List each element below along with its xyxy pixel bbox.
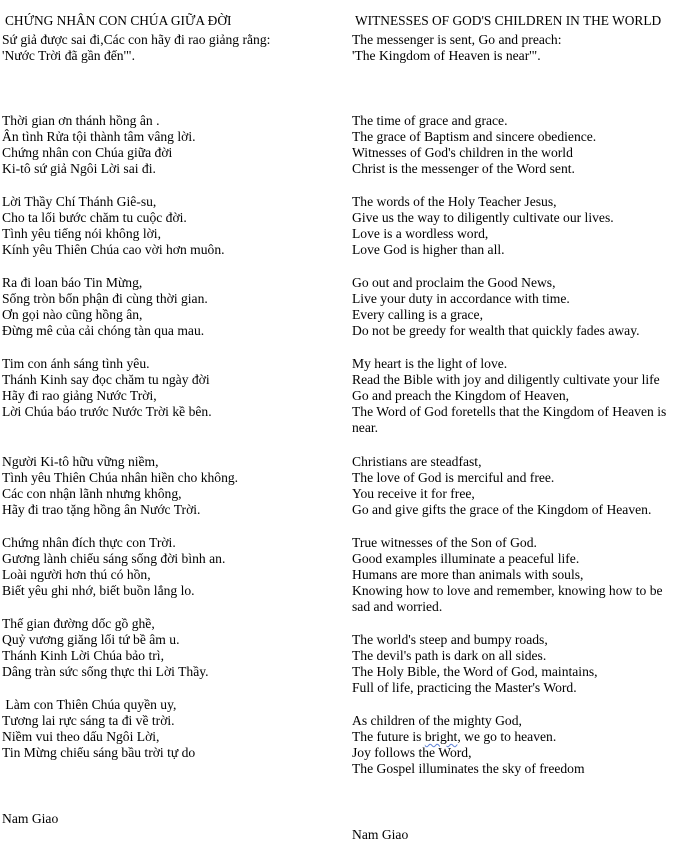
verse-line: Đừng mê của cải chóng tàn qua mau. (2, 323, 205, 338)
verse-line: Tim con ánh sáng tình yêu. (2, 356, 150, 371)
intro-line: Sứ giả được sai đi,Các con hãy đi rao giảng rằng: (2, 32, 271, 47)
verse-line: Every calling is a grace, (352, 307, 483, 322)
verse-line: Thời gian ơn thánh hồng ân . (2, 113, 160, 128)
verse-line: Witnesses of God's children in the world (352, 145, 573, 160)
verse-line: Lời Chúa báo trước Nước Trời kề bên. (2, 404, 212, 419)
verse-line: Love is a wordless word, (352, 226, 489, 241)
verse-line: You receive it for free, (352, 486, 475, 501)
verse-line: Ra đi loan báo Tin Mừng, (2, 275, 143, 290)
verse-line: Hãy đi rao giảng Nước Trời, (2, 388, 157, 403)
verse-line: Go and preach the Kingdom of Heaven, (352, 388, 570, 403)
spellcheck-underline: bright (424, 729, 458, 744)
intro-line: 'Nước Trời đã gần đến'". (2, 48, 136, 63)
verse-line: As children of the mighty God, (352, 713, 522, 728)
verse-line: Live your duty in accordance with time. (352, 291, 570, 306)
verse-line: Quỷ vương giăng lối tứ bề âm u. (2, 632, 180, 647)
verse-line: The Word of God foretells that the Kingdom of Heaven is near. (352, 404, 667, 435)
verse-line: Tình yêu Thiên Chúa nhân hiền cho không. (2, 470, 239, 485)
intro-line: 'The Kingdom of Heaven is near'". (352, 48, 541, 63)
verse-line: Read the Bible with joy and diligently cultivate your life (352, 372, 660, 387)
vietnamese-title: CHỨNG NHÂN CON CHÚA GIỮA ĐỜI (5, 13, 232, 28)
verse-line: Christ is the messenger of the Word sent. (352, 161, 575, 176)
verse-line: My heart is the light of love. (352, 356, 508, 371)
verse-line: Do not be greedy for wealth that quickly fades away. (352, 323, 640, 338)
verse-line: Các con nhận lãnh nhưng không, (2, 486, 182, 501)
verse-line: Ân tình Rửa tội thành tâm vâng lời. (2, 129, 196, 144)
verse-line: The love of God is merciful and free. (352, 470, 555, 485)
verse-line: The Holy Bible, the Word of God, maintains, (352, 664, 598, 679)
verse-line: Christians are steadfast, (352, 454, 482, 469)
author-name: Nam Giao (2, 811, 59, 826)
verse-line: Thế gian đường dốc gồ ghề, (2, 616, 155, 631)
verse-line: The words of the Holy Teacher Jesus, (352, 194, 557, 209)
verse-line: Cho ta lối bước chăm tu cuộc đời. (2, 210, 187, 225)
verse-line: Niềm vui theo dấu Ngôi Lời, (2, 729, 160, 744)
author-name: Nam Giao (352, 827, 409, 842)
verse-line: Làm con Thiên Chúa quyền uy, (2, 697, 177, 712)
verse-line: The grace of Baptism and sincere obedience. (352, 129, 597, 144)
verse-line: Thánh Kinh say đọc chăm tu ngày đời (2, 372, 210, 387)
verse-line: The world's steep and bumpy roads, (352, 632, 548, 647)
verse-line: Chứng nhân đích thực con Trời. (2, 535, 176, 550)
verse-line: Thánh Kinh Lời Chúa bảo trì, (2, 648, 164, 663)
english-title: WITNESSES OF GOD'S CHILDREN IN THE WORLD (355, 13, 662, 28)
verse-line: Go and give gifts the grace of the Kingdom of Heaven. (352, 502, 652, 517)
intro-line: The messenger is sent, Go and preach: (352, 32, 562, 47)
verse-line: Tương lai rực sáng ta đi về trời. (2, 713, 175, 728)
verse-line: Kính yêu Thiên Chúa cao vời hơn muôn. (2, 242, 225, 257)
verse-line: Người Ki-tô hữu vững niềm, (2, 454, 159, 469)
verse-line: Gương lành chiếu sáng sống đời bình an. (2, 551, 226, 566)
verse-line: Joy follows the Word, (352, 745, 472, 760)
verse-line: Full of life, practicing the Master's Word. (352, 680, 577, 695)
verse-line: Tình yêu tiếng nói không lời, (2, 226, 161, 241)
verse-line: Loài người hơn thú có hồn, (2, 567, 151, 582)
verse-line: Go out and proclaim the Good News, (352, 275, 556, 290)
verse-line: Lời Thầy Chí Thánh Giê-su, (2, 194, 157, 209)
verse-line: Sống tròn bổn phận đi cùng thời gian. (2, 291, 208, 306)
verse-line: The devil's path is dark on all sides. (352, 648, 547, 663)
verse-line: The Gospel illuminates the sky of freedom (352, 761, 585, 776)
verse-line: Humans are more than animals with souls, (352, 567, 584, 582)
verse-line: Chứng nhân con Chúa giữa đời (2, 145, 173, 160)
verse-line: Give us the way to diligently cultivate our lives. (352, 210, 614, 225)
verse-line: Good examples illuminate a peaceful life. (352, 551, 580, 566)
verse-line: Biết yêu ghi nhớ, biết buồn lắng lo. (2, 583, 195, 598)
verse-line: The time of grace and grace. (352, 113, 508, 128)
verse-line: Ki-tô sứ giả Ngôi Lời sai đi. (2, 161, 156, 176)
verse-line: Knowing how to love and remember, knowing how to be sad and worried. (352, 583, 663, 614)
verse-line: Love God is higher than all. (352, 242, 505, 257)
verse-line: Tin Mừng chiếu sáng bầu trời tự do (2, 745, 196, 760)
verse-line: Dâng tràn sức sống thực thi Lời Thầy. (2, 664, 209, 679)
verse-line: Ơn gọi nào cũng hồng ân, (2, 307, 143, 322)
verse-line: Hãy đi trao tặng hồng ân Nước Trời. (2, 502, 201, 517)
verse-line: The future is bright, we go to heaven. (352, 729, 557, 744)
verse-line: True witnesses of the Son of God. (352, 535, 537, 550)
